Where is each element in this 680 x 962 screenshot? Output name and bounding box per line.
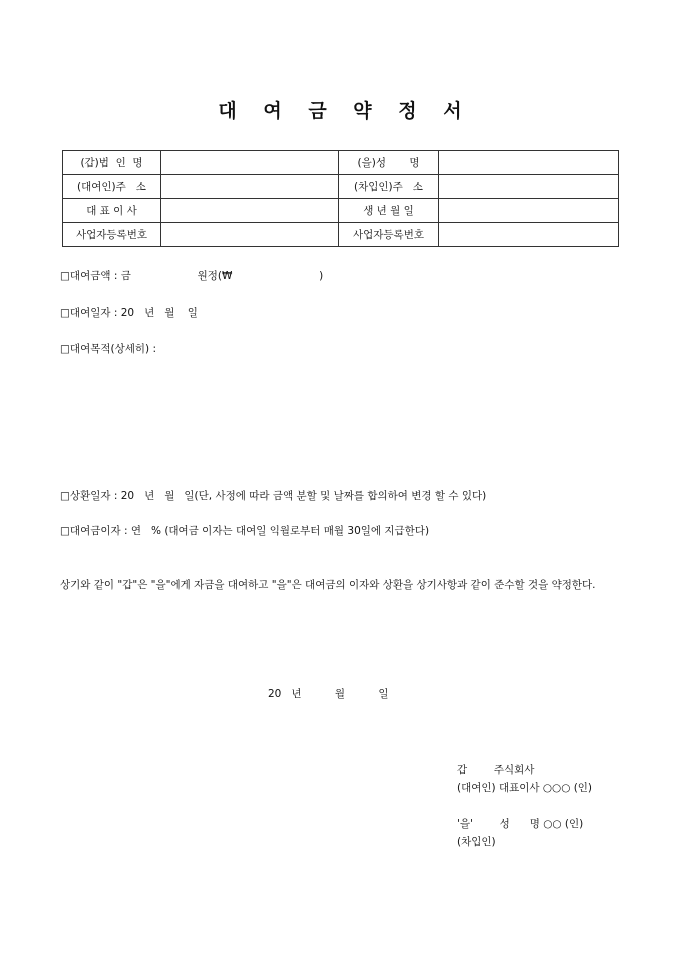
- contract-date: 20 년 월 일: [268, 688, 389, 700]
- birthdate-label: 생 년 월 일: [339, 199, 439, 223]
- lender-signature-line2: (대여인) 대표이사 ○○○ (인): [457, 782, 593, 794]
- lender-signature-line1: 갑 주식회사: [457, 764, 535, 776]
- party-info-table: [62, 150, 619, 247]
- lender-address-field[interactable]: [161, 175, 339, 199]
- table-row: [63, 151, 619, 175]
- repayment-date-clause: □상환일자 : 20 년 월 일(단, 사정에 따라 금액 분할 및 날짜를 합의하여 변경 할 수 있다): [60, 490, 487, 502]
- borrower-name-label: (을)성 명: [339, 151, 439, 175]
- lender-name-field[interactable]: [161, 151, 339, 175]
- loan-purpose-clause: □대여목적(상세히) :: [60, 343, 156, 355]
- lender-bizno-label: 사업자등록번호: [63, 223, 161, 247]
- closing-statement: 상기와 같이 "갑"은 "을"에게 자금을 대여하고 "을"은 대여금의 이자와 상환을 상기사항과 같이 준수할 것을 약정한다.: [60, 579, 596, 591]
- table-row: [63, 223, 619, 247]
- loan-date-clause: □대여일자 : 20 년 월 일: [60, 307, 198, 319]
- borrower-signature-line1: '을' 성 명 ○○ (인): [457, 818, 584, 830]
- ceo-field[interactable]: [161, 199, 339, 223]
- lender-address-label: (대여인)주 소: [63, 175, 161, 199]
- borrower-bizno-field[interactable]: [439, 223, 619, 247]
- borrower-address-field[interactable]: [439, 175, 619, 199]
- table-row: [63, 175, 619, 199]
- table-row: [63, 199, 619, 223]
- ceo-label: 대 표 이 사: [63, 199, 161, 223]
- borrower-name-field[interactable]: [439, 151, 619, 175]
- loan-amount-clause: □대여금액 : 금 원정(₩ ): [60, 270, 324, 282]
- borrower-bizno-label: 사업자등록번호: [339, 223, 439, 247]
- interest-clause: □대여금이자 : 연 % (대여금 이자는 대여일 익월로부터 매월 30일에 지급한다): [60, 525, 430, 537]
- lender-name-label: (갑)법 인 명: [63, 151, 161, 175]
- document-title: 대 여 금 약 정 서: [218, 100, 472, 122]
- lender-bizno-field[interactable]: [161, 223, 339, 247]
- birthdate-field[interactable]: [439, 199, 619, 223]
- borrower-signature-line2: (차입인): [457, 836, 496, 848]
- borrower-address-label: (차입인)주 소: [339, 175, 439, 199]
